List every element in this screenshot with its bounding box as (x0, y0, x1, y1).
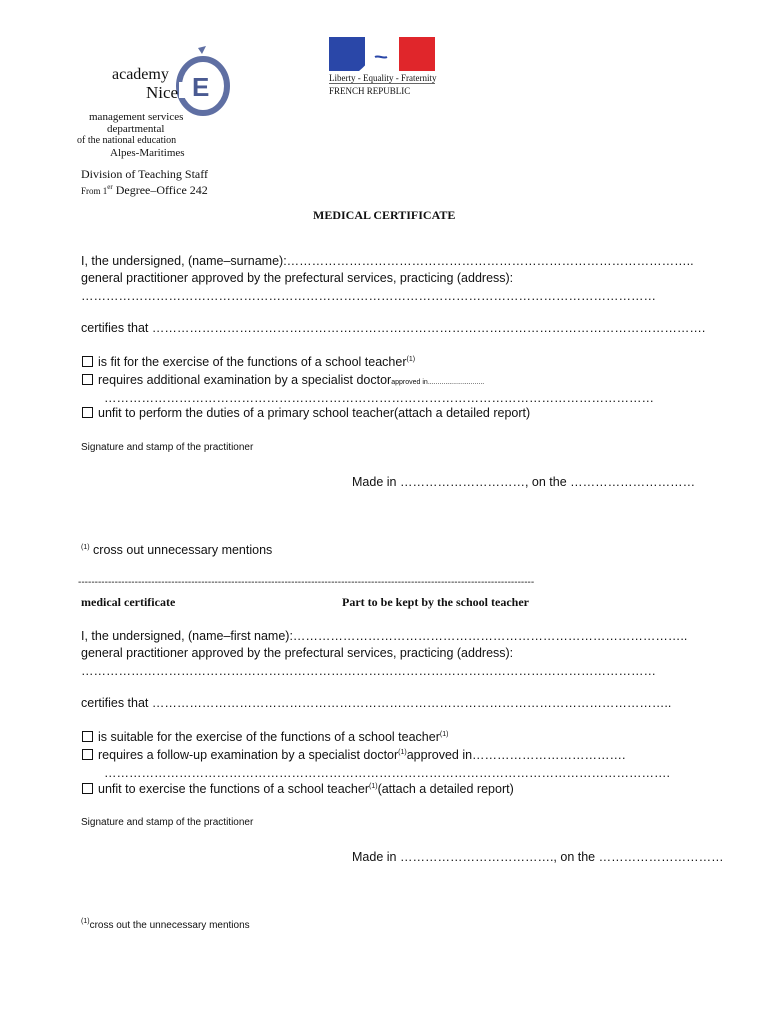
national-education-label: of the national education (77, 135, 177, 146)
republic-motto: Liberty - Equality - Fraternity (329, 73, 437, 83)
republic-label: FRENCH REPUBLIC (329, 86, 411, 96)
department-name: Alpes-Maritimes (110, 147, 185, 159)
stub-follow-up-dots[interactable]: ………………………………………………………………………………………………………………………. (104, 766, 670, 780)
stub-made-in-line[interactable]: Made in ………………………………., on the ………………………… (352, 850, 724, 864)
cut-line: ----------------------------------------------------------------------------------------------------------------------------------------- (78, 577, 535, 588)
stub-option-unfit[interactable]: unfit to exercise the functions of a school teacher$^{(1)}$(attach a detailed report) (82, 782, 514, 796)
unfit-checkbox[interactable] (82, 407, 93, 418)
stub-unfit-checkbox[interactable] (82, 783, 93, 794)
additional-exam-dots[interactable]: …………………………………………………………………………………………………………………… (104, 391, 654, 405)
academy-city: Nice (146, 83, 179, 102)
stub-signature-label: Signature and stamp of the practitioner (81, 817, 254, 828)
stub-title: medical certificate (81, 595, 176, 609)
stub-keep-label: Part to be kept by the school teacher (342, 595, 529, 609)
made-in-line[interactable]: Made in …………………………, on the ………………………… (352, 475, 696, 489)
stub-footnote: $^{(1)}$cross out the unnecessary mentions (81, 918, 250, 931)
additional-exam-checkbox[interactable] (82, 374, 93, 385)
option-fit[interactable]: is fit for the exercise of the functions of a school teacher$^{(1)}$ (82, 355, 415, 369)
division-label: Division of Teaching Staff (81, 167, 209, 181)
stub-undersigned-line[interactable]: I, the undersigned, (name–first name):………………………………………………………………………………….. (81, 629, 688, 643)
stub-address-line[interactable]: ………………………………………………………………………………………………………………………… (81, 664, 656, 678)
practitioner-line: general practitioner approved by the prefectural services, practicing (address): (81, 271, 514, 285)
academy-label: academy (112, 66, 169, 83)
address-line[interactable]: ………………………………………………………………………………………………………………………… (81, 289, 656, 303)
stub-certifies-line[interactable]: certifies that …………………………………………………………………………………………………………….. (81, 696, 672, 710)
svg-text:E: E (192, 72, 210, 102)
stub-practitioner-line: general practitioner approved by the prefectural services, practicing (address): (81, 646, 514, 660)
stub-suitable-checkbox[interactable] (82, 731, 93, 742)
services-label: management services (89, 111, 184, 123)
certificate-title: MEDICAL CERTIFICATE (313, 208, 456, 222)
fit-checkbox[interactable] (82, 356, 93, 367)
departmental-label: departmental (107, 123, 165, 135)
signature-label: Signature and stamp of the practitioner (81, 442, 254, 453)
office-label: From 1er Degree–Office 242 (81, 183, 208, 197)
certifies-line[interactable]: certifies that ……………………………………………………………………………………………………………………. (81, 321, 706, 335)
marianne-flag-icon (329, 37, 435, 71)
academy-e-logo-icon (176, 44, 230, 116)
stub-option-follow-up[interactable]: requires a follow-up examination by a specialist doctor$^{(1)}$approved in………………………………. (82, 748, 626, 762)
option-unfit[interactable]: unfit to perform the duties of a primary school teacher(attach a detailed report) (82, 406, 530, 420)
motto-divider (329, 83, 435, 84)
option-additional-exam[interactable]: requires additional examination by a specialist doctorapproved in............................. (82, 373, 484, 387)
undersigned-line[interactable]: I, the undersigned, (name–surname):…………………………………………………………………………………….. (81, 254, 694, 268)
stub-option-suitable[interactable]: is suitable for the exercise of the functions of a school teacher$^{(1)}$ (82, 730, 448, 744)
stub-follow-up-checkbox[interactable] (82, 749, 93, 760)
footnote: $^{(1)}$ cross out unnecessary mentions (81, 543, 273, 557)
